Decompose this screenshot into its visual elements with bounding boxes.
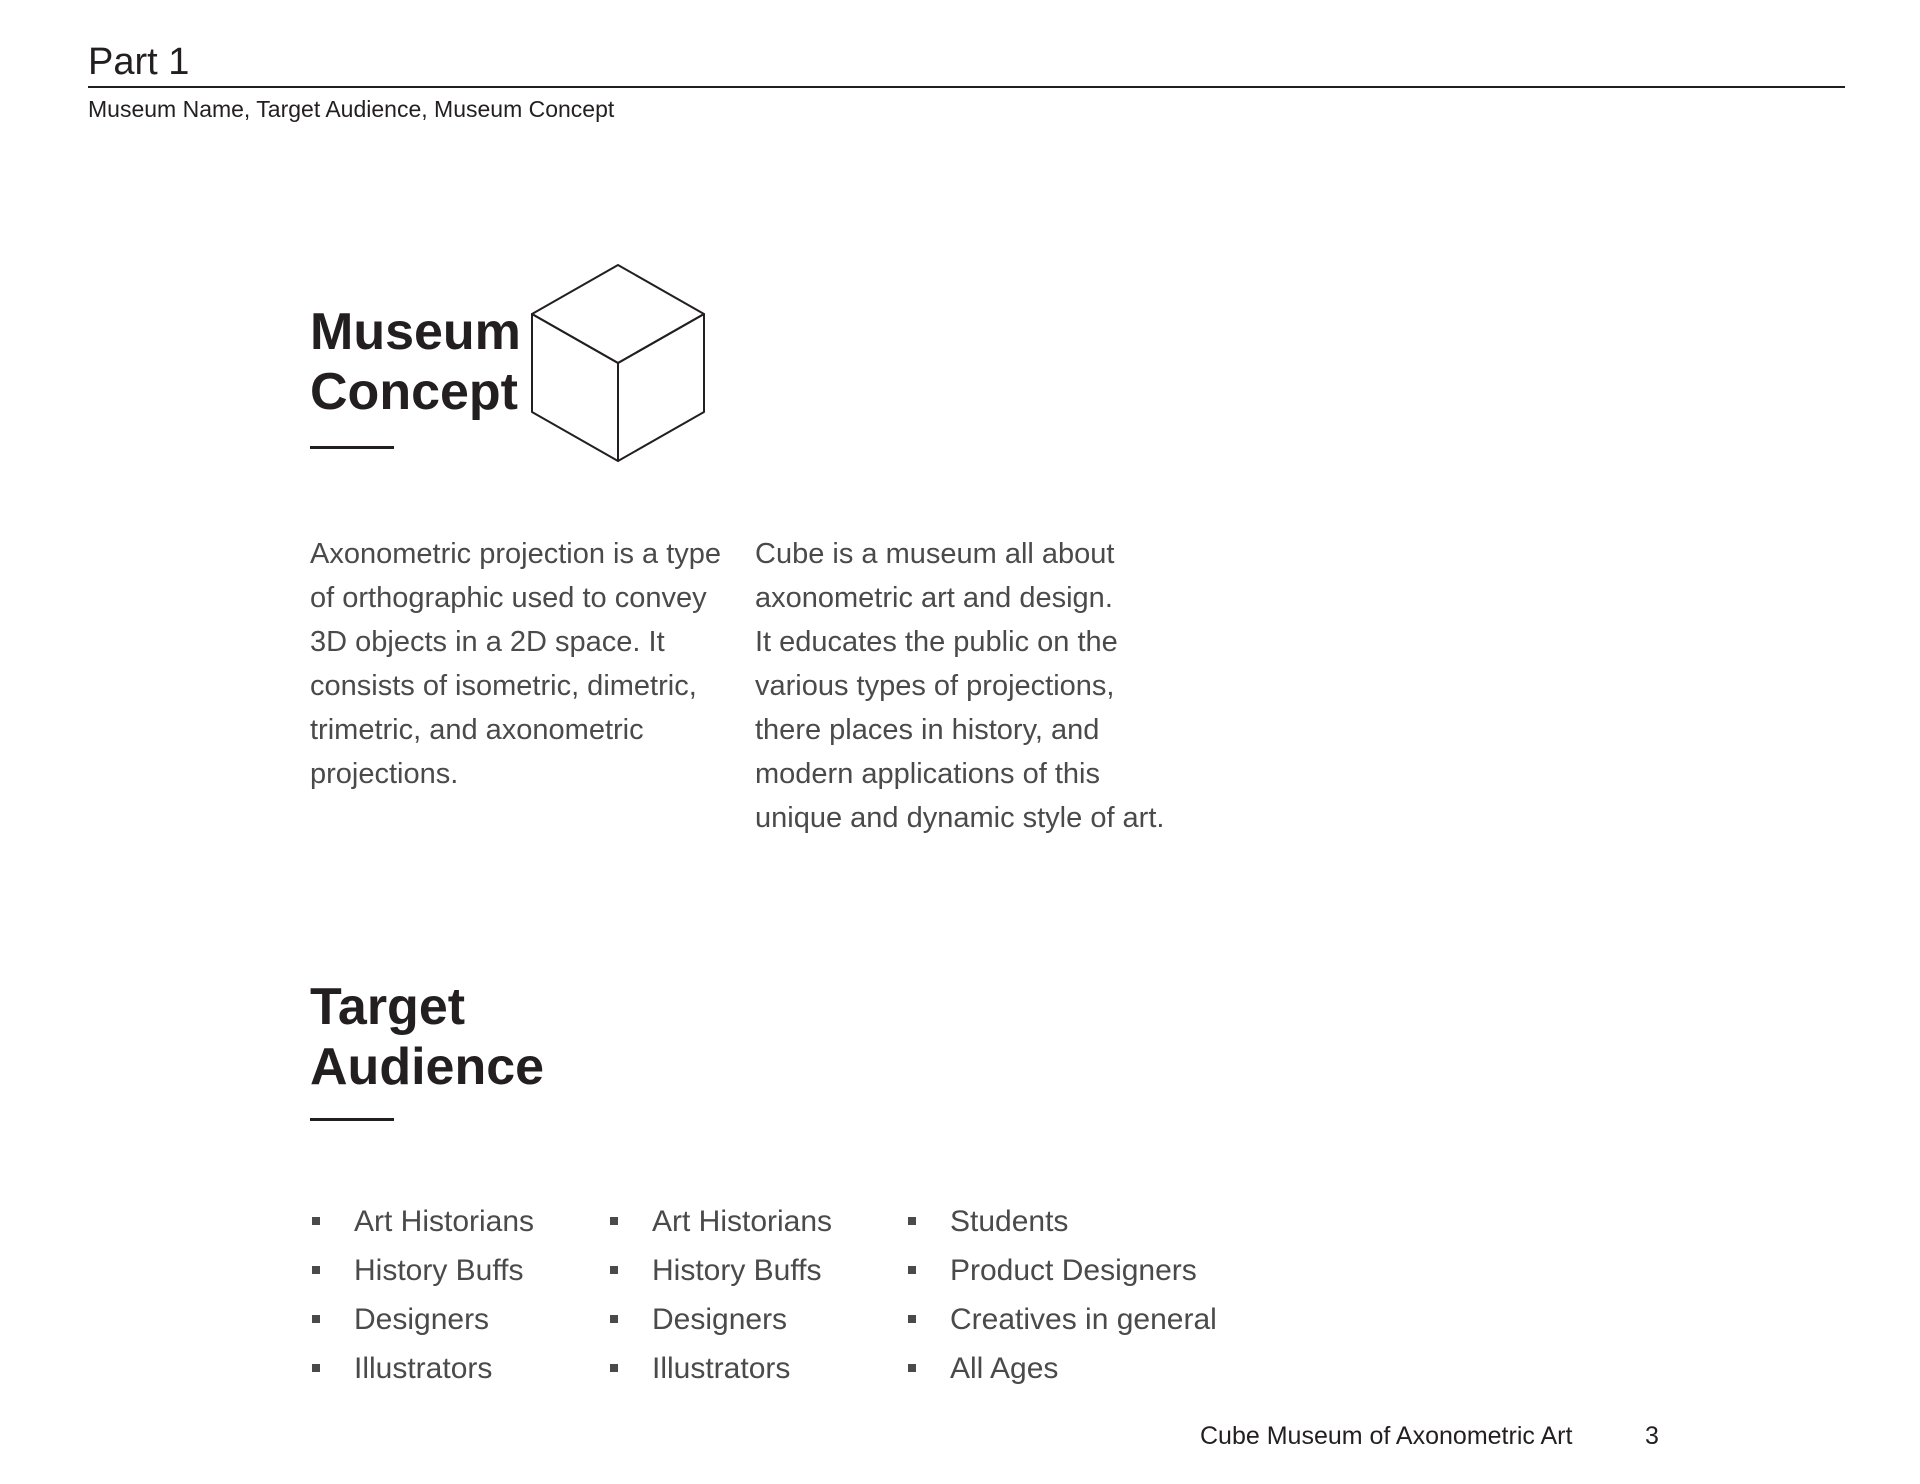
list-item: [906, 1197, 1217, 1246]
list-item-label: History Buffs: [652, 1254, 822, 1287]
museum-concept-underline: [310, 446, 394, 449]
paragraph-line: unique and dynamic style of art.: [755, 802, 1165, 834]
list-item-label: Product Designers: [950, 1254, 1197, 1287]
paragraph-line: axonometric art and design.: [755, 582, 1113, 614]
target-audience-underline: [310, 1118, 394, 1121]
list-item: [310, 1246, 534, 1295]
list-item-label: All Ages: [950, 1352, 1059, 1385]
list-item: [608, 1295, 832, 1344]
list-item-label: Art Historians: [354, 1205, 535, 1238]
concept-paragraph-museum: [755, 532, 1164, 840]
paragraph-line: there places in history, and: [755, 714, 1100, 746]
paragraph-line: projections.: [310, 758, 459, 790]
list-item-label: Students: [950, 1205, 1069, 1238]
list-item: [310, 1344, 534, 1393]
footer-museum-name: Cube Museum of Axonometric Art: [1200, 1422, 1573, 1450]
bullet-icon: [610, 1217, 618, 1225]
list-item-label: Designers: [354, 1303, 490, 1336]
paragraph-line: trimetric, and axonometric: [310, 714, 644, 746]
audience-list-column-2: [608, 1197, 832, 1393]
paragraph-line: various types of projections,: [755, 670, 1115, 702]
list-item: [310, 1197, 534, 1246]
list-item: [906, 1344, 1217, 1393]
cube-top-face: [532, 265, 704, 363]
paragraph-line: of orthographic used to convey: [310, 582, 707, 614]
target-audience-heading: [310, 977, 544, 1097]
audience-list-column-1: [310, 1197, 534, 1393]
list-item-label: Illustrators: [354, 1352, 493, 1385]
list-item-label: Art Historians: [652, 1205, 833, 1238]
list-item: [608, 1197, 832, 1246]
paragraph-line: Cube is a museum all about: [755, 538, 1115, 570]
bullet-icon: [312, 1315, 320, 1323]
bullet-icon: [610, 1364, 618, 1372]
list-item-label: Creatives in general: [950, 1303, 1217, 1336]
cube-right-face: [618, 314, 704, 461]
list-item: [906, 1295, 1217, 1344]
part-title: Part 1: [88, 41, 190, 83]
list-item: [608, 1246, 832, 1295]
list-item: [608, 1344, 832, 1393]
header-divider: [88, 86, 1845, 88]
bullet-icon: [312, 1266, 320, 1274]
target-audience-heading-line1: Target: [310, 978, 466, 1036]
paragraph-line: modern applications of this: [755, 758, 1100, 790]
bullet-icon: [908, 1217, 916, 1225]
list-item-label: Designers: [652, 1303, 788, 1336]
target-audience-heading-line2: Audience: [310, 1038, 545, 1096]
paragraph-line: It educates the public on the: [755, 626, 1118, 658]
paragraph-line: Axonometric projection is a type: [310, 538, 722, 570]
audience-list-column-3: [906, 1197, 1217, 1393]
cube-left-face: [532, 314, 618, 461]
list-item: [906, 1246, 1217, 1295]
bullet-icon: [312, 1364, 320, 1372]
museum-concept-heading: [310, 302, 521, 422]
museum-concept-heading-line2: Concept: [310, 363, 518, 421]
bullet-icon: [908, 1364, 916, 1372]
bullet-icon: [908, 1266, 916, 1274]
concept-paragraph-projection: [310, 532, 721, 796]
museum-concept-heading-line1: Museum: [310, 303, 521, 361]
bullet-icon: [312, 1217, 320, 1225]
bullet-icon: [908, 1315, 916, 1323]
paragraph-line: consists of isometric, dimetric,: [310, 670, 697, 702]
page-number: 3: [1645, 1422, 1659, 1450]
list-item-label: History Buffs: [354, 1254, 524, 1287]
bullet-icon: [610, 1315, 618, 1323]
cube-icon: [530, 263, 706, 463]
bullet-icon: [610, 1266, 618, 1274]
list-item: [310, 1295, 534, 1344]
part-subtitle: Museum Name, Target Audience, Museum Concept: [88, 96, 615, 122]
list-item-label: Illustrators: [652, 1352, 791, 1385]
paragraph-line: 3D objects in a 2D space. It: [310, 626, 665, 658]
